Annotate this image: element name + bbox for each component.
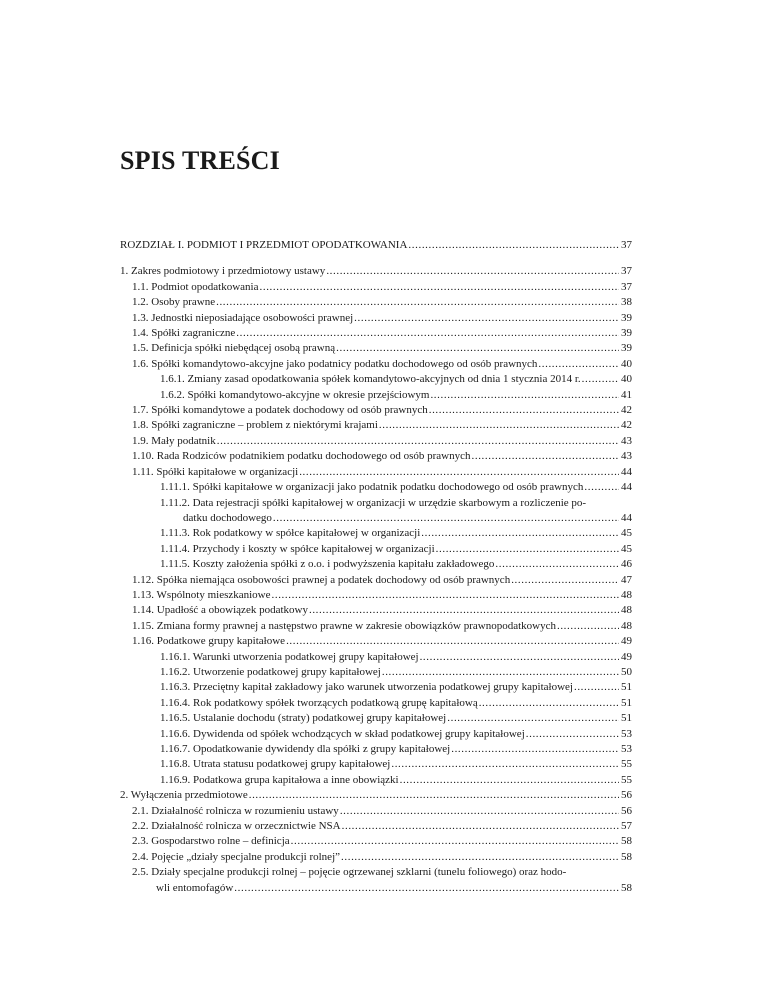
toc-entry-page: 58 <box>621 881 632 894</box>
toc-entry-label: 1.16.5. Ustalanie dochodu (straty) podatkowej grupy kapitałowej <box>160 712 447 725</box>
toc-entry-1-16-5[interactable] <box>120 711 632 726</box>
toc-entry-label: 1.11.4. Przychody i koszty w spółce kapitałowej w organizacji <box>160 542 435 555</box>
toc-entry-page: 44 <box>621 465 632 478</box>
toc-entry-page: 42 <box>621 404 632 417</box>
toc-entry-label: 1.9. Mały podatnik <box>132 434 216 447</box>
toc-entry-label: 1.16.1. Warunki utworzenia podatkowej grupy kapitałowej <box>160 650 419 663</box>
toc-entry-1-11-2[interactable] <box>120 496 632 527</box>
dot-leader <box>420 650 619 665</box>
toc-entry-label: 1.11. Spółki kapitałowe w organizacji <box>132 465 299 478</box>
toc-entry-2-3[interactable] <box>120 834 632 849</box>
toc-entry-label: 1.3. Jednostki nieposiadające osobowości prawnej <box>132 311 354 324</box>
toc-entry-label: 1.4. Spółki zagraniczne <box>132 327 236 340</box>
dot-leader <box>273 511 619 526</box>
dot-leader <box>391 757 619 772</box>
toc-entry-label: 2.1. Działalność rolnicza w rozumieniu ustawy <box>132 804 339 817</box>
dot-leader <box>341 850 619 865</box>
dot-leader <box>538 357 619 372</box>
toc-entry-page: 48 <box>621 604 632 617</box>
toc-entry-1-8[interactable] <box>120 418 632 433</box>
toc-entry-page: 56 <box>621 789 632 802</box>
toc-entry-page: 55 <box>621 758 632 771</box>
toc-entry-page: 57 <box>621 820 632 833</box>
toc-entry-1-10[interactable] <box>120 449 632 464</box>
toc-entry-1-11[interactable] <box>120 465 632 480</box>
toc-entry-label: 1.5. Definicja spółki niebędącej osobą prawną <box>132 342 336 355</box>
toc-entry-label-line2: datku dochodowego <box>183 511 272 524</box>
toc-entry-2-4[interactable] <box>120 850 632 865</box>
toc-entry-1-11-3[interactable] <box>120 526 632 541</box>
toc-entry-page: 44 <box>621 511 632 524</box>
toc-entry-page: 56 <box>621 804 632 817</box>
toc-entry-1-16-7[interactable] <box>120 742 632 757</box>
toc-entry-label: 1.13. Wspólnoty mieszkaniowe <box>132 588 271 601</box>
toc-entry-1-16-1[interactable] <box>120 650 632 665</box>
toc-entry-1-4[interactable] <box>120 326 632 341</box>
toc-entry-page: 55 <box>621 773 632 786</box>
table-of-contents <box>120 238 632 896</box>
dot-leader <box>309 603 619 618</box>
toc-entry-label: 1.14. Upadłość a obowiązek podatkowy <box>132 604 308 617</box>
dot-leader <box>495 557 619 572</box>
toc-entry-label: 1.16.7. Opodatkowanie dywidendy dla spółki z grupy kapitałowej <box>160 743 451 755</box>
toc-entry-label: 1.16.4. Rok podatkowy spółek tworzących podatkową grupę kapitałową <box>160 696 478 709</box>
dot-leader <box>582 372 619 387</box>
toc-entry-page: 50 <box>621 665 632 678</box>
toc-entry-label: 2.3. Gospodarstwo rolne – definicja <box>132 835 290 848</box>
toc-entry-page: 41 <box>621 388 632 401</box>
toc-entry-1-16[interactable] <box>120 634 632 649</box>
toc-entry-page: 58 <box>621 850 632 863</box>
toc-entry-page: 48 <box>621 588 632 601</box>
dot-leader <box>379 418 619 433</box>
toc-entry-label: 1.16.3. Przeciętny kapitał zakładowy jako warunek utworzenia podatkowej grupy kapitałowej <box>160 681 573 694</box>
toc-entry-label: 1.11.5. Koszty założenia spółki z o.o. i podwyższenia kapitału zakładowego <box>160 558 495 571</box>
toc-entry-1-7[interactable] <box>120 403 632 418</box>
toc-entry-page: 43 <box>621 450 632 463</box>
dot-leader <box>260 280 620 295</box>
dot-leader <box>429 403 619 418</box>
toc-entry-1[interactable] <box>120 264 632 279</box>
dot-leader <box>342 819 619 834</box>
dot-leader <box>354 311 619 326</box>
toc-entry-label: 1.16. Podatkowe grupy kapitałowe <box>132 635 286 648</box>
toc-entry-label-line2: wli entomofagów <box>156 881 234 894</box>
dot-leader <box>574 680 619 695</box>
toc-entry-label: 1.6.2. Spółki komandytowo-akcyjne w okresie przejściowym <box>160 388 430 401</box>
toc-entry-1-16-4[interactable] <box>120 696 632 711</box>
dot-leader <box>217 434 619 449</box>
dot-leader <box>472 449 620 464</box>
dot-leader <box>479 696 619 711</box>
toc-entry-page: 42 <box>621 419 632 432</box>
dot-leader <box>336 341 619 356</box>
toc-entry-label: 2.4. Pojęcie „działy specjalne produkcji rolnej” <box>132 850 341 863</box>
toc-entry-page: 39 <box>621 327 632 340</box>
dot-leader <box>216 295 619 310</box>
toc-entry-page: 45 <box>621 527 632 540</box>
dot-leader <box>526 727 619 742</box>
toc-entry-page: 49 <box>621 635 632 648</box>
dot-leader <box>436 542 619 557</box>
toc-entry-page: 37 <box>621 239 632 251</box>
toc-entry-1-9[interactable] <box>120 434 632 449</box>
toc-entry-page: 58 <box>621 835 632 848</box>
toc-entry-page: 51 <box>621 712 632 725</box>
toc-entry-1-6[interactable] <box>120 357 632 372</box>
dot-leader <box>511 573 619 588</box>
toc-entry-2[interactable] <box>120 788 632 803</box>
toc-entry-label: 1.16.9. Podatkowa grupa kapitałowa a inne obowiązki <box>160 773 399 786</box>
toc-entry-1-14[interactable] <box>120 603 632 618</box>
toc-entry-page: 51 <box>621 696 632 709</box>
toc-entry-1-16-6[interactable] <box>120 727 632 742</box>
toc-entry-1-6-2[interactable] <box>120 388 632 403</box>
toc-entry-1-16-2[interactable] <box>120 665 632 680</box>
toc-entry-2-1[interactable] <box>120 804 632 819</box>
toc-entry-1-11-1[interactable] <box>120 480 632 495</box>
toc-entry-page: 40 <box>621 357 632 370</box>
toc-entry-page: 51 <box>621 681 632 694</box>
toc-entry-label: 1.7. Spółki komandytowe a podatek dochodowy od osób prawnych <box>132 404 428 417</box>
toc-entry-label-line1: 1.11.2. Data rejestracji spółki kapitałowej w organizacji w urzędzie skarbowym a rozliczenie po- <box>160 496 587 509</box>
dot-leader <box>299 465 619 480</box>
page-title: SPIS TREŚCI <box>120 146 280 175</box>
toc-entry-label: 1.11.1. Spółki kapitałowe w organizacji jako podatnik podatku dochodowego od osób prawnych <box>160 481 584 494</box>
toc-entry-1-5[interactable] <box>120 341 632 356</box>
toc-entry-label: 2. Wyłączenia przedmiotowe <box>120 789 248 802</box>
dot-leader <box>340 804 619 819</box>
dot-leader <box>326 264 619 279</box>
toc-entry-label: 1.16.8. Utrata statusu podatkowej grupy kapitałowej <box>160 758 391 771</box>
toc-entry-label: ROZDZIAŁ I. PODMIOT I PRZEDMIOT OPODATKOWANIA <box>120 239 408 251</box>
toc-entry-1-13[interactable] <box>120 588 632 603</box>
toc-entry-page: 45 <box>621 542 632 555</box>
toc-entry-page: 39 <box>621 342 632 355</box>
dot-leader <box>382 665 619 680</box>
toc-entry-label: 1.6.1. Zmiany zasad opodatkowania spółek komandytowo-akcyjnych od dnia 1 stycznia 2014 r. <box>160 373 581 386</box>
toc-entry-page: 40 <box>621 373 632 386</box>
toc-entry-1-15[interactable] <box>120 619 632 634</box>
dot-leader <box>557 619 619 634</box>
toc-entry-label: 1.11.3. Rok podatkowy w spółce kapitałowej w organizacji <box>160 527 421 540</box>
toc-entry-page: 39 <box>621 311 632 324</box>
toc-entry-label: 1.8. Spółki zagraniczne – problem z niektórymi krajami <box>132 419 378 432</box>
toc-entry-2-5[interactable] <box>120 865 632 896</box>
toc-entry-label: 1.6. Spółki komandytowo-akcyjne jako podatnicy podatku dochodowego od osób prawnych <box>132 357 538 370</box>
toc-entry-page: 44 <box>621 481 632 494</box>
toc-entry-label: 1.1. Podmiot opodatkowania <box>132 280 259 293</box>
toc-entry-label: 1.10. Rada Rodziców podatnikiem podatku dochodowego od osób prawnych <box>132 450 471 463</box>
dot-leader <box>286 634 619 649</box>
dot-leader <box>249 788 619 803</box>
dot-leader <box>400 773 619 788</box>
dot-leader <box>451 742 619 757</box>
toc-entry-1-12[interactable] <box>120 573 632 588</box>
toc-entry-label: 1.15. Zmiana formy prawnej a następstwo prawne w zakresie obowiązków prawnopodatkowych <box>132 619 556 632</box>
toc-entry-1-16-3[interactable] <box>120 680 632 695</box>
toc-entry-page: 49 <box>621 650 632 663</box>
toc-entry-1-6-1[interactable] <box>120 372 632 387</box>
toc-entry-page: 53 <box>621 743 632 755</box>
dot-leader <box>234 881 619 896</box>
dot-leader <box>584 480 619 495</box>
toc-entry-label: 1.12. Spółka niemająca osobowości prawnej a podatek dochodowy od osób prawnych <box>132 573 511 586</box>
toc-entry-label: 1.16.6. Dywidenda od spółek wchodzących w skład podatkowej grupy kapitałowej <box>160 727 525 740</box>
dot-leader <box>421 526 619 541</box>
dot-leader <box>408 238 619 253</box>
toc-entry-label-line1: 2.5. Działy specjalne produkcji rolnej – pojęcie ogrzewanej szklarni (tunelu foliowego) oraz hodo- <box>132 866 567 879</box>
toc-entry-2-2[interactable] <box>120 819 632 834</box>
toc-entry-1-16-8[interactable] <box>120 757 632 772</box>
toc-entry-page: 48 <box>621 619 632 632</box>
toc-entry-label: 2.2. Działalność rolnicza w orzecznictwie NSA <box>132 820 341 833</box>
dot-leader <box>291 834 619 849</box>
dot-leader <box>236 326 619 341</box>
toc-entry-1-2[interactable] <box>120 295 632 310</box>
toc-entry-page: 38 <box>621 296 632 309</box>
toc-entry-label: 1. Zakres podmiotowy i przedmiotowy ustawy <box>120 265 326 278</box>
dot-leader <box>447 711 619 726</box>
toc-entry-label: 1.16.2. Utworzenie podatkowej grupy kapitałowej <box>160 665 381 678</box>
toc-entry-page: 43 <box>621 434 632 447</box>
toc-entry-1-1[interactable] <box>120 280 632 295</box>
dot-leader <box>430 388 619 403</box>
toc-entry-label: 1.2. Osoby prawne <box>132 296 216 309</box>
toc-entry-1-3[interactable] <box>120 311 632 326</box>
dot-leader <box>272 588 620 603</box>
toc-entry-page: 37 <box>621 265 632 278</box>
toc-entry-1-11-5[interactable] <box>120 557 632 572</box>
toc-entry-page: 46 <box>621 558 632 571</box>
toc-entry-page: 53 <box>621 727 632 740</box>
toc-entry-chapter-1[interactable] <box>120 238 632 253</box>
toc-entry-1-16-9[interactable] <box>120 773 632 788</box>
toc-entry-1-11-4[interactable] <box>120 542 632 557</box>
toc-entry-page: 37 <box>621 280 632 293</box>
toc-entry-page: 47 <box>621 573 632 586</box>
